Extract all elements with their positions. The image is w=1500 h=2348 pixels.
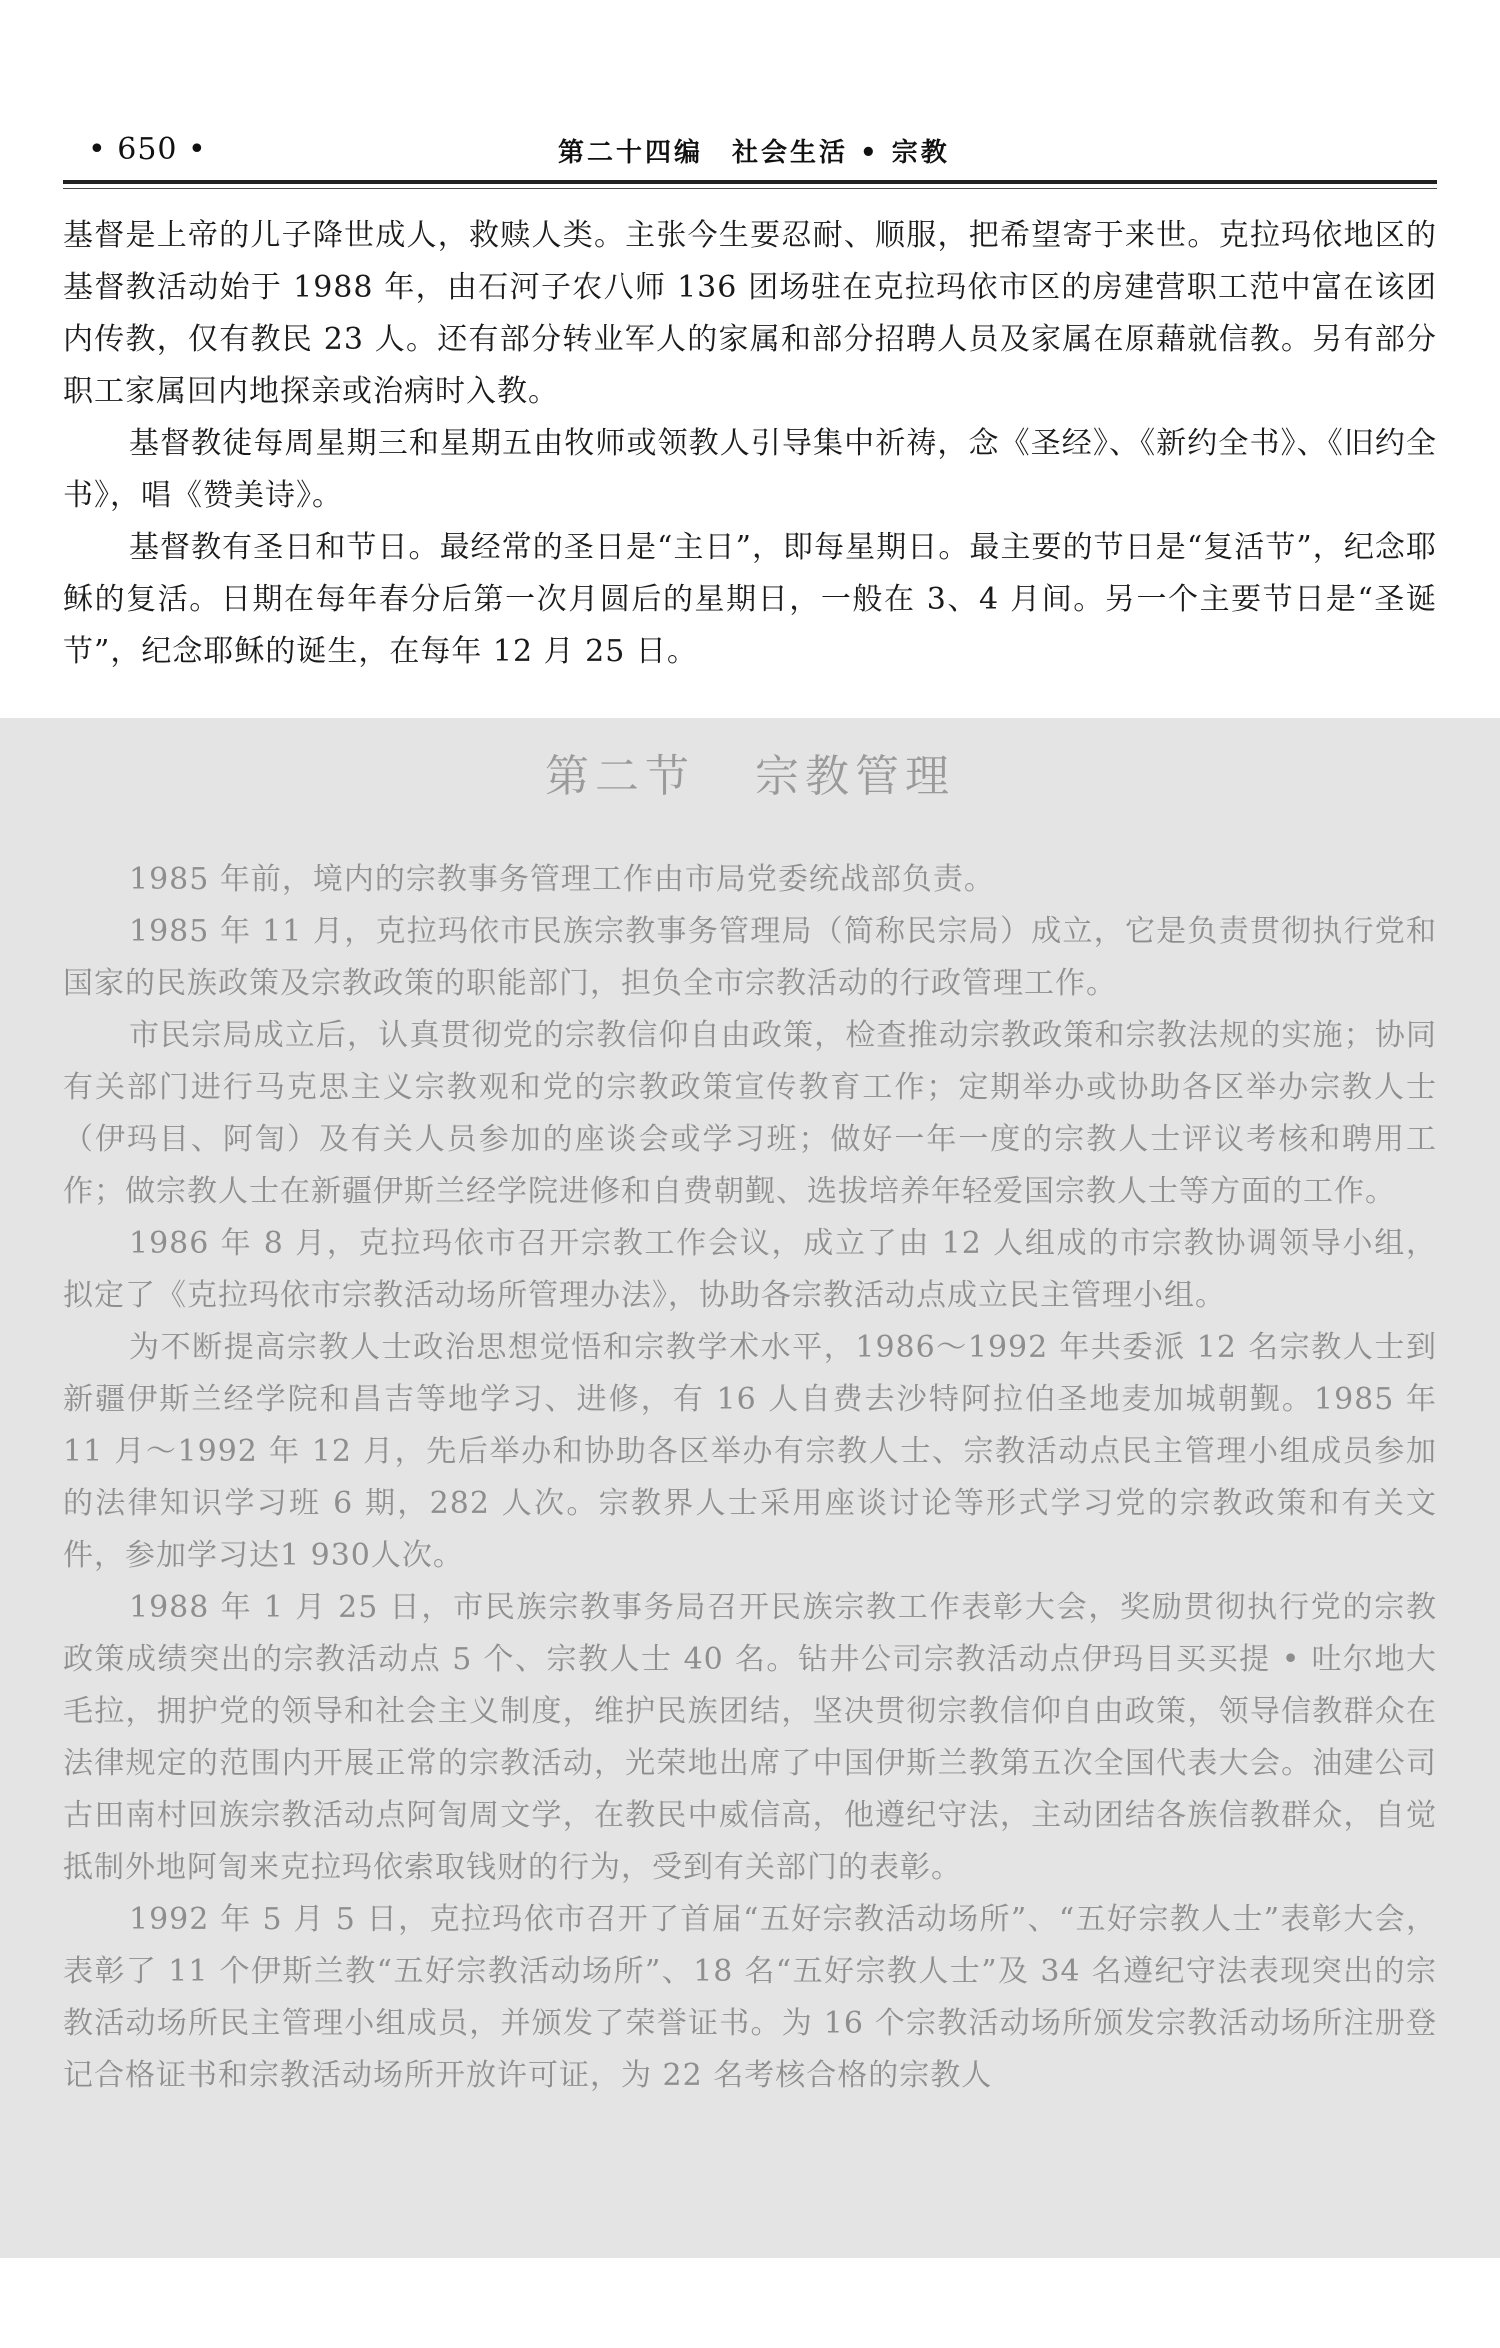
paragraph: 1988 年 1 月 25 日，市民族宗教事务局召开民族宗教工作表彰大会，奖励贯彻执行党的宗教政策成绩突出的宗教活动点 5 个、宗教人士 40 名。钻井公司宗教活动点伊玛目买买提 • 吐尔地大毛拉，拥护党的领导和社会主义制度，维护民族团结，坚决贯彻宗教信仰自由政策，领导信教群众在法律规定的范围内开展正常的宗教活动，光荣地出席了中国伊斯兰教第五次全国代表大会。油建公司古田南村回族宗教活动点阿訇周文学，在教民中威信高，他遵纪守法，主动团结各族信教群众，自觉抵制外地阿訇来克拉玛依索取钱财的行为，受到有关部门的表彰。 — [63, 1590, 1437, 1885]
running-head: 第二十四编 社会生活 • 宗教 — [558, 138, 950, 168]
section-heading: 宗教管理 — [755, 751, 955, 802]
paragraph: 1986 年 8 月，克拉玛依市召开宗教工作会议，成立了由 12 人组成的市宗教协调领导小组，拟定了《克拉玛依市宗教活动场所管理办法》，协助各宗教活动点成立民主管理小组。 — [63, 1226, 1437, 1313]
paragraph: 基督教有圣日和节日。最经常的圣日是“主日”，即每星期日。最主要的节日是“复活节”，纪念耶稣的复活。日期在每年春分后第一次月圆后的星期日，一般在 3、4 月间。另一个主要节日是“圣诞节”，纪念耶稣的诞生，在每年 12 月 25 日。 — [63, 530, 1437, 669]
paragraph: 为不断提高宗教人士政治思想觉悟和宗教学术水平，1986～1992 年共委派 12 名宗教人士到新疆伊斯兰经学院和昌吉等地学习、进修，有 16 人自费去沙特阿拉伯圣地麦加城朝觐。1985 年 11 月～1992 年 12 月，先后举办和协助各区举办有宗教人士、宗教活动点民主管理小组成员参加的法律知识学习班 6 期，282 人次。宗教界人士采用座谈讨论等形式学习党的宗教政策和有关文件，参加学习达1 930人次。 — [63, 1330, 1437, 1573]
section-title — [0, 740, 1500, 804]
page-number: • 650 • — [88, 132, 207, 167]
paragraph: 基督是上帝的儿子降世成人，救赎人类。主张今生要忍耐、顺服，把希望寄于来世。克拉玛依地区的基督教活动始于 1988 年，由石河子农八师 136 团场驻在克拉玛依市区的房建营职工范中富在该团内传教，仅有教民 23 人。还有部分转业军人的家属和部分招聘人员及家属在原藉就信教。另有部分职工家属回内地探亲或治病时入教。 — [63, 218, 1437, 409]
paragraph: 1992 年 5 月 5 日，克拉玛依市召开了首届“五好宗教活动场所”、“五好宗教人士”表彰大会，表彰了 11 个伊斯兰教“五好宗教活动场所”、18 名“五好宗教人士”及 34 名遵纪守法表现突出的宗教活动场所民主管理小组成员，并颁发了荣誉证书。为 16 个宗教活动场所颁发宗教活动场所注册登记合格证书和宗教活动场所开放许可证，为 22 名考核合格的宗教人 — [63, 1902, 1437, 2093]
paragraph: 1985 年前，境内的宗教事务管理工作由市局党委统战部负责。 — [129, 862, 995, 897]
paragraph: 1985 年 11 月，克拉玛依市民族宗教事务管理局（简称民宗局）成立，它是负责贯彻执行党和国家的民族政策及宗教政策的职能部门，担负全市宗教活动的行政管理工作。 — [63, 914, 1437, 1001]
section-body — [63, 854, 1437, 2102]
paragraph: 市民宗局成立后，认真贯彻党的宗教信仰自由政策，检查推动宗教政策和宗教法规的实施；协同有关部门进行马克思主义宗教观和党的宗教政策宣传教育工作；定期举办或协助各区举办宗教人士（伊玛目、阿訇）及有关人员参加的座谈会或学习班；做好一年一度的宗教人士评议考核和聘用工作；做宗教人士在新疆伊斯兰经学院进修和自费朝觐、选拔培养年轻爱国宗教人士等方面的工作。 — [63, 1018, 1437, 1209]
header-rule-thin — [63, 188, 1437, 189]
paragraph: 基督教徒每周星期三和星期五由牧师或领教人引导集中祈祷，念《圣经》、《新约全书》、《旧约全书》，唱《赞美诗》。 — [63, 426, 1437, 513]
page-header — [63, 128, 1437, 172]
section-number: 第二节 — [545, 751, 695, 802]
header-rule-thick — [63, 180, 1437, 184]
top-text-block — [63, 210, 1437, 678]
